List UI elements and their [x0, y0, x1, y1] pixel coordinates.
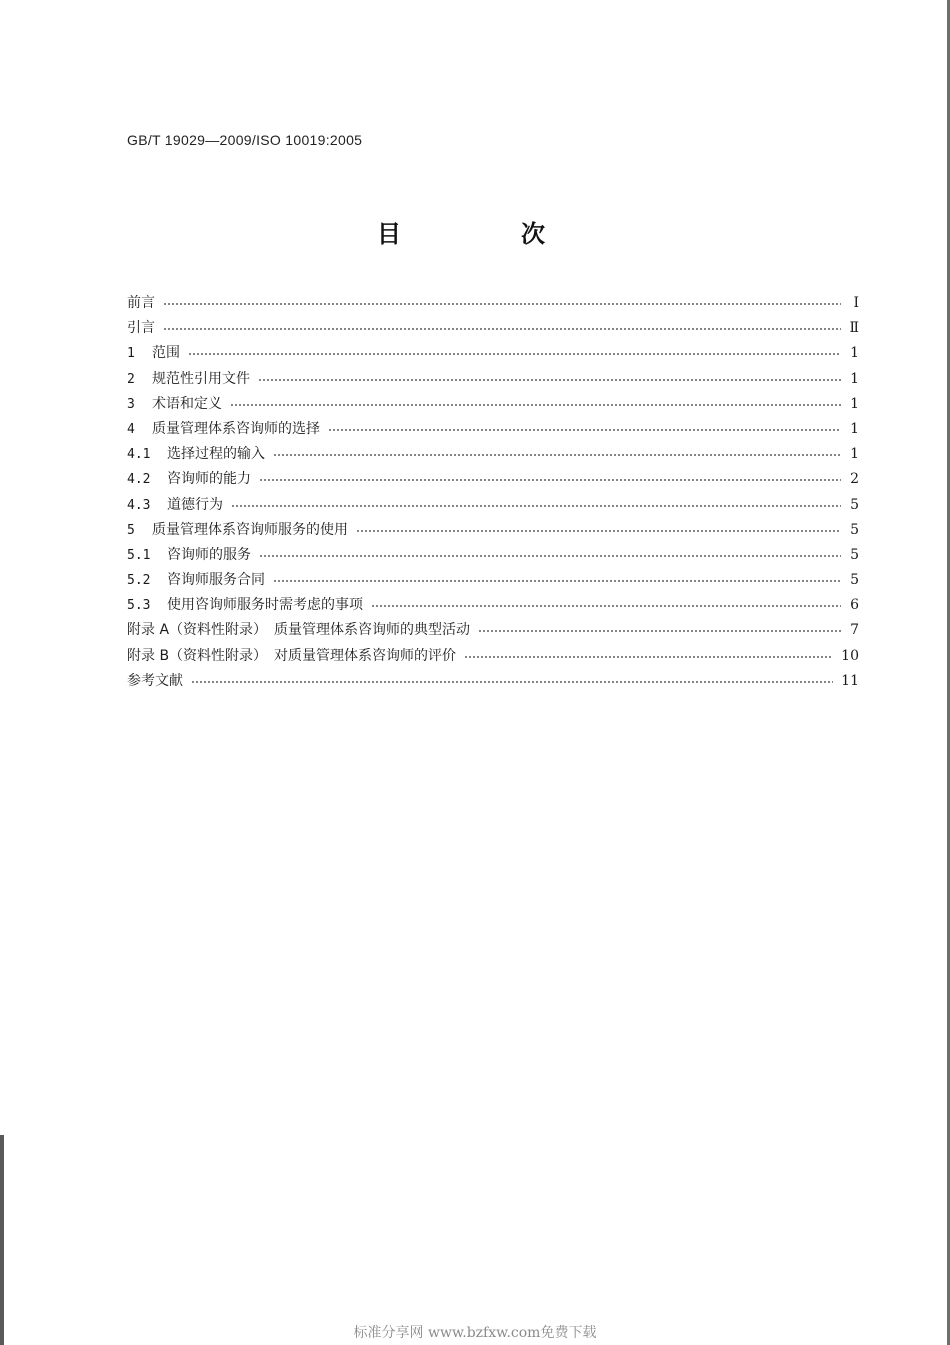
toc-entry[interactable] — [127, 568, 859, 593]
toc-entry[interactable] — [127, 417, 859, 442]
dot-leader — [273, 445, 841, 457]
toc-entry-page: 7 — [850, 622, 859, 639]
toc-entry-label: 附录 B（资料性附录） 对质量管理体系咨询师的评价 — [127, 647, 457, 664]
toc-entry-page: 1 — [850, 395, 859, 412]
toc-entry[interactable] — [127, 543, 859, 568]
toc-entry-label: 前言 — [127, 295, 155, 311]
toc-entry-label: 质量管理体系咨询师的选择 — [152, 420, 320, 437]
toc-entry-label: 咨询师服务合同 — [167, 572, 265, 589]
dot-leader — [163, 294, 841, 306]
toc-entry-label: 附录 A（资料性附录） 质量管理体系咨询师的典型活动 — [127, 622, 471, 639]
dot-leader — [371, 596, 841, 608]
dot-leader — [464, 647, 833, 659]
dot-leader — [259, 470, 841, 482]
toc-entry-page: 5 — [850, 496, 859, 513]
dot-leader — [188, 344, 841, 356]
toc-entry[interactable] — [127, 392, 859, 417]
toc-entry-number: 5.2 — [127, 573, 151, 589]
toc-entry-label: 道德行为 — [167, 496, 223, 513]
table-of-contents — [127, 291, 859, 694]
toc-entry-page: 5 — [850, 521, 859, 538]
toc-entry[interactable] — [127, 341, 859, 366]
toc-entry[interactable] — [127, 669, 859, 694]
toc-entry[interactable] — [127, 593, 859, 618]
toc-entry-label: 咨询师的能力 — [167, 471, 251, 488]
toc-entry-label: 规范性引用文件 — [152, 370, 250, 387]
toc-entry-page: 5 — [850, 546, 859, 563]
dot-leader — [259, 546, 841, 558]
toc-entry-number: 3 — [127, 396, 135, 412]
toc-entry-label: 引言 — [127, 320, 155, 337]
toc-entry-number: 1 — [127, 346, 135, 362]
dot-leader — [163, 319, 841, 331]
toc-entry-page: Ⅰ — [853, 295, 859, 311]
dot-leader — [258, 370, 841, 382]
dot-leader — [478, 621, 841, 633]
toc-entry-page: 2 — [850, 471, 859, 488]
scan-margin-bar — [0, 1135, 4, 1345]
toc-entry-label: 参考文献 — [127, 672, 183, 689]
toc-entry-label: 质量管理体系咨询师服务的使用 — [152, 521, 348, 538]
toc-entry-page: 5 — [850, 572, 859, 589]
toc-entry-page: 1 — [850, 370, 859, 387]
toc-entry-number: 5.1 — [127, 547, 151, 563]
dot-leader — [231, 496, 841, 508]
toc-entry-number: 5 — [127, 522, 135, 538]
toc-entry-number: 4 — [127, 421, 135, 437]
toc-entry-page: 6 — [850, 597, 859, 614]
page-title: 目 次 — [377, 220, 593, 248]
toc-entry-label: 选择过程的输入 — [167, 446, 265, 463]
toc-entry-label: 使用咨询师服务时需考虑的事项 — [167, 597, 363, 614]
toc-entry-page: 1 — [850, 446, 859, 463]
dot-leader — [356, 521, 841, 533]
standard-code-header: GB/T 19029—2009/ISO 10019:2005 — [127, 132, 363, 148]
toc-entry[interactable] — [127, 618, 859, 643]
toc-entry-number: 4.3 — [127, 497, 151, 513]
toc-entry[interactable] — [127, 493, 859, 518]
toc-entry-number: 4.2 — [127, 472, 151, 488]
toc-entry-page: 1 — [850, 345, 859, 362]
toc-entry-page: Ⅱ — [849, 320, 859, 337]
footer-watermark: 标准分享网 www.bzfxw.com免费下载 — [353, 1325, 597, 1341]
toc-entry-page: 10 — [841, 647, 859, 664]
toc-entry-label: 咨询师的服务 — [167, 546, 251, 563]
toc-entry-number: 5.3 — [127, 598, 151, 614]
toc-entry[interactable] — [127, 316, 859, 341]
toc-entry-number: 4.1 — [127, 447, 151, 463]
dot-leader — [230, 395, 841, 407]
toc-entry[interactable] — [127, 518, 859, 543]
toc-entry[interactable] — [127, 644, 859, 669]
dot-leader — [328, 420, 841, 432]
toc-entry-label: 术语和定义 — [152, 395, 222, 412]
toc-entry[interactable] — [127, 467, 859, 492]
dot-leader — [273, 571, 841, 583]
toc-entry-page: 1 — [850, 420, 859, 437]
toc-entry-label: 范围 — [152, 345, 180, 362]
toc-entry[interactable] — [127, 367, 859, 392]
dot-leader — [191, 672, 833, 684]
toc-entry-page: 11 — [841, 672, 859, 689]
toc-entry[interactable] — [127, 291, 859, 316]
toc-entry[interactable] — [127, 442, 859, 467]
toc-entry-number: 2 — [127, 371, 135, 387]
